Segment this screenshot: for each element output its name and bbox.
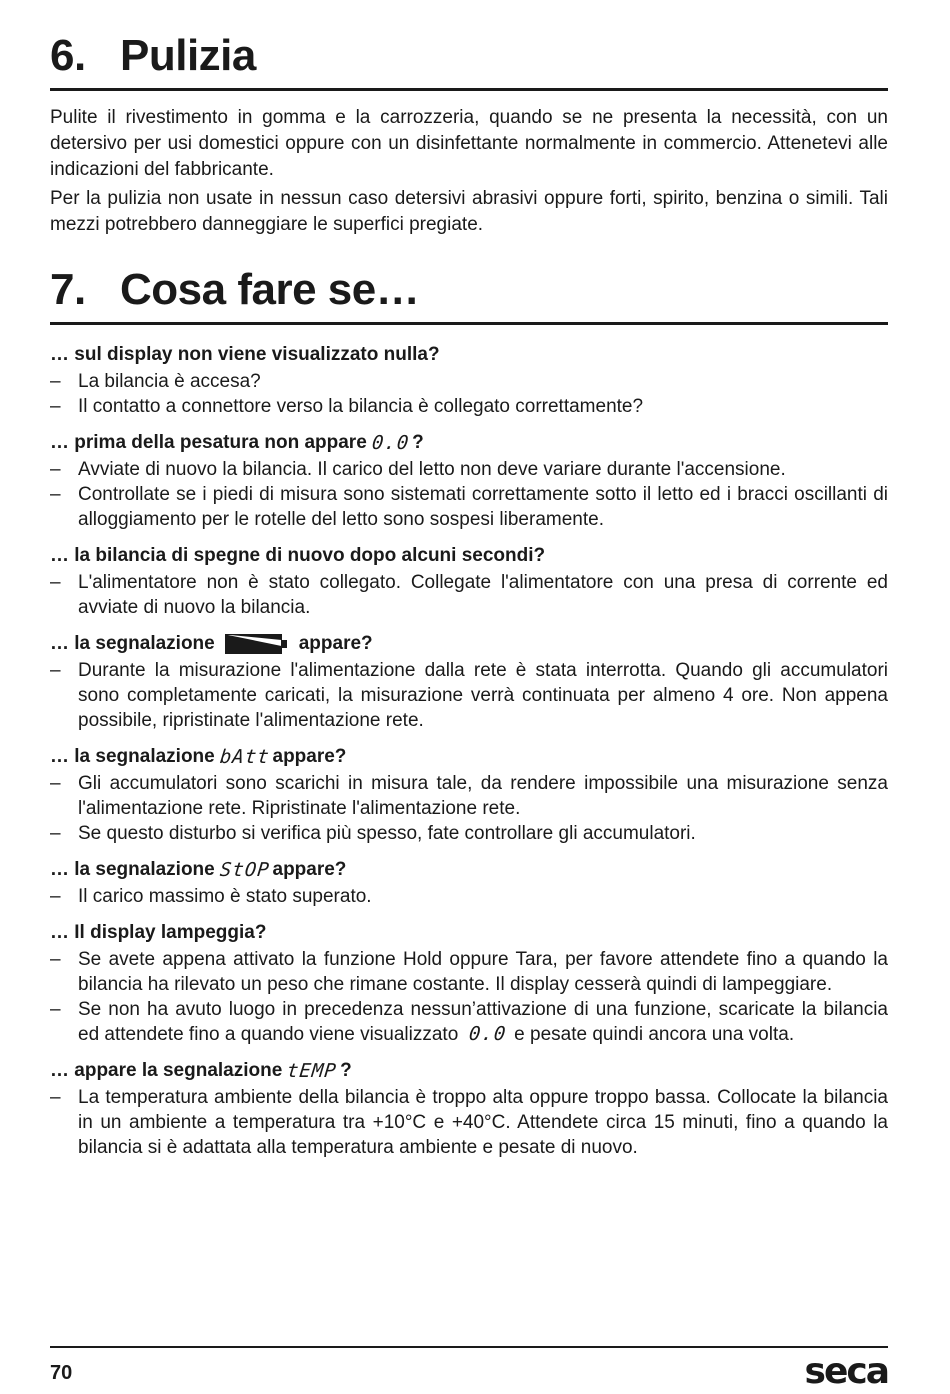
answer: – Controllate se i piedi di misura sono sistemati correttamente sotto il letto ed i bracci oscillanti di alloggiamento per le rotelle del letto sono sospesi liberamente.	[50, 482, 888, 532]
qa-item	[50, 630, 888, 733]
answer: – Se questo disturbo si verifica più spesso, fate controllare gli accumulatori.	[50, 821, 888, 846]
qa-item	[50, 542, 888, 620]
question	[50, 429, 888, 457]
page-number: 70	[50, 1362, 73, 1384]
answer: – La temperatura ambiente della bilancia è troppo alta oppure troppo bassa. Collocate la bilancia in un ambiente a temperatura tra +10°C e +40°C. Attendete circa 15 minuti, fino a quando la bilancia si è adattata alla temperatura ambiente e pesate di nuovo.	[50, 1085, 888, 1160]
question-text: … la segnalazione	[50, 633, 215, 654]
answer-list	[50, 771, 888, 846]
answer-list	[50, 1085, 888, 1160]
question-text: … prima della pesatura non appare	[50, 432, 367, 453]
display-readout: bAtt	[218, 746, 271, 768]
question-text: … appare la segnalazione	[50, 1060, 283, 1081]
battery-low-icon	[225, 634, 287, 654]
answer-list	[50, 884, 888, 909]
seca-logo: seca	[804, 1351, 888, 1392]
question-text: appare?	[272, 746, 347, 767]
section-title-pulizia	[50, 31, 888, 91]
paragraph: Per la pulizia non usate in nessun caso detersivi abrasivi oppure forti, spirito, benzina o simili. Tali mezzi potrebbero danneggiare le superfici pregiate.	[50, 188, 888, 235]
section-number: 6.	[50, 31, 86, 80]
display-readout: StOP	[218, 859, 271, 881]
question-text: … Il display lampeggia?	[50, 922, 267, 943]
question-text: … la segnalazione	[50, 746, 215, 767]
answer: – L'alimentatore non è stato collegato. Collegate l'alimentatore con una presa di corrente ed avviate di nuovo la bilancia.	[50, 570, 888, 620]
qa-item	[50, 1057, 888, 1160]
display-readout: 0.0	[370, 432, 411, 454]
answer-text: Se non ha avuto luogo in precedenza nessun’attivazione di una funzione, scaricate la bilancia ed attendete fino a quando viene visualizzato	[78, 999, 888, 1045]
question-text: appare?	[272, 859, 347, 880]
question-text: ?	[340, 1060, 352, 1081]
question-text: … sul display non viene visualizzato nulla?	[50, 344, 440, 365]
qa-item	[50, 341, 888, 419]
page	[50, 0, 888, 1392]
display-readout: 0.0	[467, 1023, 508, 1045]
answer-list	[50, 369, 888, 419]
answer-list	[50, 947, 888, 1047]
question	[50, 630, 888, 658]
section-heading: Pulizia	[120, 31, 256, 80]
question-text: ?	[412, 432, 424, 453]
answer-list	[50, 570, 888, 620]
question	[50, 919, 888, 947]
answer: – Durante la misurazione l'alimentazione dalla rete è stata interrotta. Quando gli accumulatori sono completamente caricati, la misurazione verrà continuata per almeno 4 ore. Non appena possibile, ripristinate l'alimentazione rete.	[50, 658, 888, 733]
section-heading: Cosa fare se…	[120, 265, 420, 314]
paragraph: Pulite il rivestimento in gomma e la carrozzeria, quando se ne presenta la necessità, con un detersivo per usi domestici oppure con un disinfettante normalmente in commercio. Attenetevi alle indicazioni del fabbricante.	[50, 107, 888, 180]
section-title-troubleshooting	[50, 265, 888, 325]
answer-text: e pesate quindi ancora una volta.	[514, 1024, 795, 1045]
answer-list	[50, 658, 888, 733]
qa-item	[50, 743, 888, 846]
question-text: … la segnalazione	[50, 859, 215, 880]
qa-item	[50, 429, 888, 532]
question	[50, 743, 888, 771]
qa-item	[50, 856, 888, 909]
answer: – La bilancia è accesa?	[50, 369, 888, 394]
question	[50, 1057, 888, 1085]
question	[50, 856, 888, 884]
section-number: 7.	[50, 265, 86, 314]
question-text: … la bilancia di spegne di nuovo dopo alcuni secondi?	[50, 545, 546, 566]
question	[50, 341, 888, 369]
display-readout: tEMP	[286, 1060, 339, 1082]
answer-list	[50, 457, 888, 532]
qa-item	[50, 919, 888, 1047]
page-footer	[50, 1346, 888, 1394]
question	[50, 542, 888, 570]
troubleshooting-list	[50, 341, 888, 1160]
cleaning-instructions	[50, 105, 888, 238]
answer: – Avviate di nuovo la bilancia. Il carico del letto non deve variare durante l'accensione.	[50, 457, 888, 482]
answer: – Se avete appena attivato la funzione Hold oppure Tara, per favore attendete fino a quando la bilancia ha rilevato un peso che rimane costante. Il display cesserà quindi di lampeggiare.	[50, 947, 888, 997]
answer	[50, 997, 888, 1047]
answer: – Il contatto a connettore verso la bilancia è collegato correttamente?	[50, 394, 888, 419]
question-text: appare?	[298, 633, 373, 654]
answer: – Il carico massimo è stato superato.	[50, 884, 888, 909]
answer: – Gli accumulatori sono scarichi in misura tale, da rendere impossibile una misurazione senza l'alimentazione rete. Ripristinate l'alimentazione rete.	[50, 771, 888, 821]
